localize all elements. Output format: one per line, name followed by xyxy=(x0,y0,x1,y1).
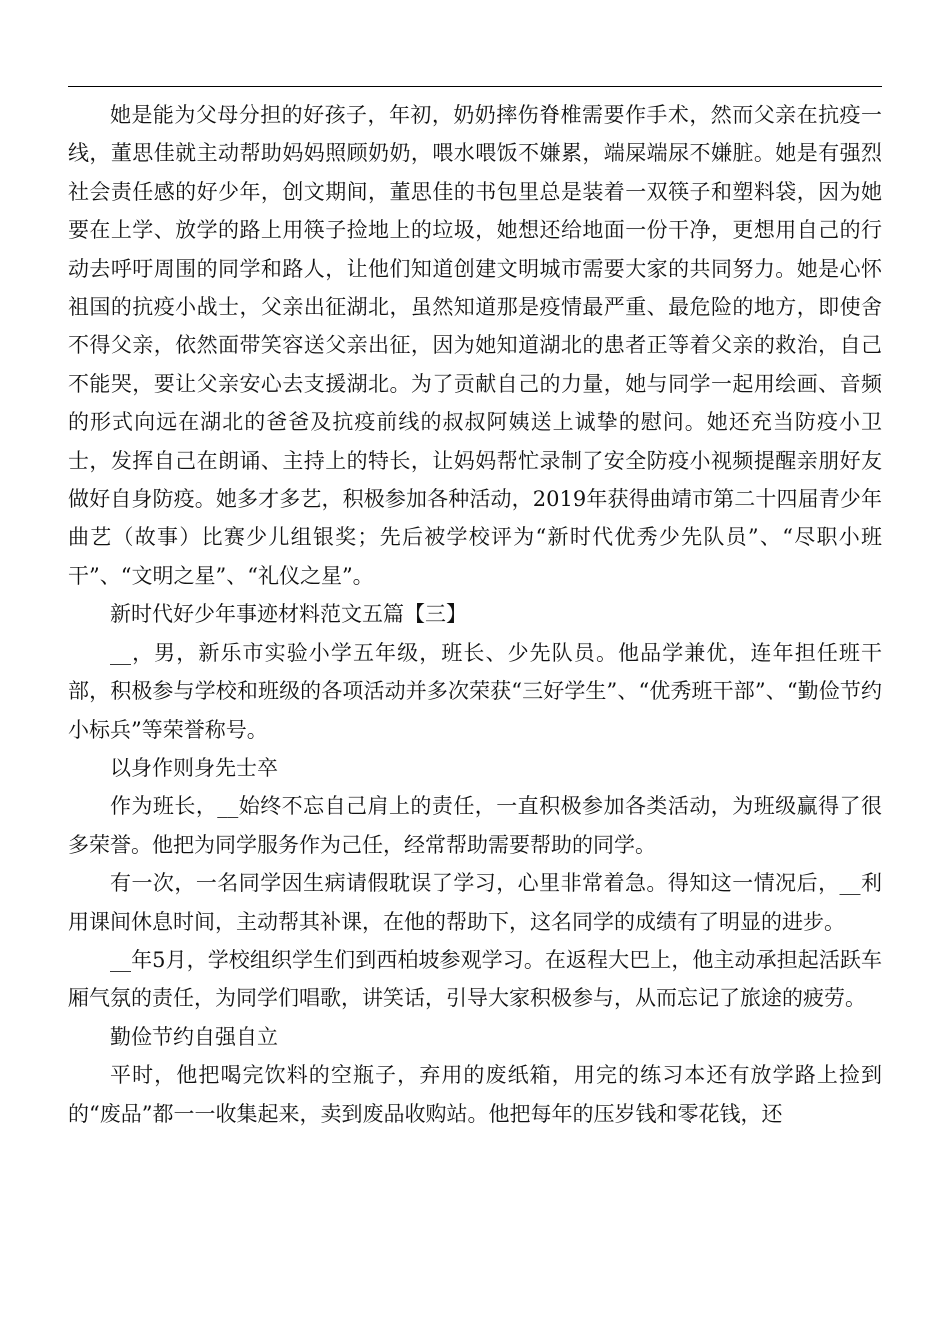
paragraph-tutoring: 有一次，一名同学因生病请假耽误了学习，心里非常着急。得知这一情况后，__利用课间休息时间，主动帮其补课，在他的帮助下，这名同学的成绩有了明显的进步。 xyxy=(68,871,882,934)
subheading-lead-by-example: 以身作则身先士卒 xyxy=(110,755,278,780)
paragraph-field-trip: __年5月，学校组织学生们到西柏坡参观学习。在返程大巴上，他主动承担起活跃车厢气氛的责任，为同学们唱歌，讲笑话，引导大家积极参与，从而忘记了旅途的疲劳。 xyxy=(68,947,882,1011)
document-body xyxy=(68,96,882,1133)
paragraph-intro: __，男，新乐市实验小学五年级，班长、少先队员。他品学兼优，连年担任班干部，积极参与学校和班级的各项活动并多次荣获“三好学生”、“优秀班干部”、“勤俭节约小标兵”等荣誉称号。 xyxy=(68,640,882,742)
section-title-three: 新时代好少年事迹材料范文五篇【三】 xyxy=(110,602,467,627)
paragraph-class-monitor: 作为班长，__始终不忘自己肩上的责任，一直积极参加各类活动，为班级赢得了很多荣誉。他把为同学服务作为己任，经常帮助需要帮助的同学。 xyxy=(68,794,882,857)
subheading-thrift: 勤俭节约自强自立 xyxy=(110,1024,278,1049)
header-rule xyxy=(68,86,882,87)
paragraph-dong-sijia: 她是能为父母分担的好孩子，年初，奶奶摔伤脊椎需要作手术，然而父亲在抗疫一线，董思佳就主动帮助妈妈照顾奶奶，喂水喂饭不嫌累，端屎端尿不嫌脏。她是有强烈社会责任感的好少年，创文期间，董思佳的书包里总是装着一双筷子和塑料袋，因为她要在上学、放学的路上用筷子捡地上的垃圾，她想还给地面一份干净，更想用自己的行动去呼吁周围的同学和路人，让他们知道创建文明城市需要大家的共同努力。她是心怀祖国的抗疫小战士，父亲出征湖北，虽然知道那是疫情最严重、最危险的地方，即使舍不得父亲，依然面带笑容送父亲出征，因为她知道湖北的患者正等着父亲的救治，自己不能哭，要让父亲安心去支援湖北。为了贡献自己的力量，她与同学一起用绘画、音频的形式向远在湖北的爸爸及抗疫前线的叔叔阿姨送上诚挚的慰问。她还充当防疫小卫士，发挥自己在朗诵、主持上的特长，让妈妈帮忙录制了安全防疫小视频提醒亲朋好友做好自身防疫。她多才多艺，积极参加各种活动，2019年获得曲靖市第二十四届青少年曲艺（故事）比赛少儿组银奖；先后被学校评为“新时代优秀少先队员”、“尽职小班干”、“文明之星”、“礼仪之星”。 xyxy=(68,103,882,588)
paragraph-recycling: 平时，他把喝完饮料的空瓶子，弃用的废纸箱，用完的练习本还有放学路上捡到的“废品”都一一收集起来，卖到废品收购站。他把每年的压岁钱和零花钱，还 xyxy=(68,1063,882,1126)
